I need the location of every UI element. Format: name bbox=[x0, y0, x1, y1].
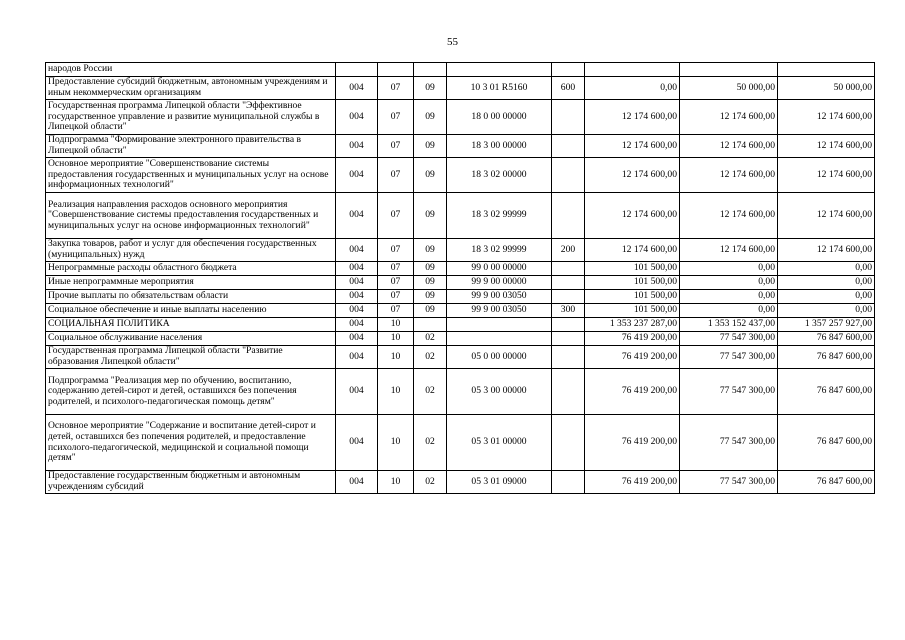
table-row bbox=[46, 63, 875, 77]
item-name: Закупка товаров, работ и услуг для обеспечения государственных (муниципальных) нужд bbox=[46, 239, 336, 262]
section-code: 10 bbox=[378, 346, 414, 369]
amount-year-3: 50 000,00 bbox=[778, 77, 875, 100]
item-name: народов России bbox=[46, 63, 336, 77]
target-item-code bbox=[447, 332, 552, 346]
amount-year-1: 101 500,00 bbox=[585, 276, 680, 290]
expense-type-code bbox=[552, 276, 585, 290]
item-name: Социальное обеспечение и иные выплаты населению bbox=[46, 304, 336, 318]
target-item-code: 05 3 00 00000 bbox=[447, 369, 552, 415]
expense-type-code: 300 bbox=[552, 304, 585, 318]
target-item-code: 18 0 00 00000 bbox=[447, 100, 552, 135]
subsection-code: 09 bbox=[414, 304, 447, 318]
amount-year-2: 1 353 152 437,00 bbox=[680, 318, 778, 332]
ministry-code: 004 bbox=[336, 369, 378, 415]
item-name: Непрограммные расходы областного бюджета bbox=[46, 262, 336, 276]
amount-year-1: 76 419 200,00 bbox=[585, 332, 680, 346]
target-item-code: 10 3 01 R5160 bbox=[447, 77, 552, 100]
amount-year-3: 0,00 bbox=[778, 276, 875, 290]
table-row bbox=[46, 304, 875, 318]
amount-year-1: 101 500,00 bbox=[585, 290, 680, 304]
expense-type-code bbox=[552, 135, 585, 158]
amount-year-2: 12 174 600,00 bbox=[680, 135, 778, 158]
amount-year-3 bbox=[778, 63, 875, 77]
subsection-code: 09 bbox=[414, 290, 447, 304]
table-row bbox=[46, 415, 875, 471]
target-item-code: 18 3 02 99999 bbox=[447, 193, 552, 239]
expense-type-code bbox=[552, 332, 585, 346]
amount-year-2: 77 547 300,00 bbox=[680, 332, 778, 346]
amount-year-1: 0,00 bbox=[585, 77, 680, 100]
item-name: Социальное обслуживание населения bbox=[46, 332, 336, 346]
amount-year-1: 76 419 200,00 bbox=[585, 346, 680, 369]
amount-year-2: 77 547 300,00 bbox=[680, 346, 778, 369]
item-name: Основное мероприятие "Содержание и воспитание детей-сирот и детей, оставшихся без попечения родителей, и предоставление психолого-педагогической, медицинской и социальной помощи детям" bbox=[46, 415, 336, 471]
section-code: 07 bbox=[378, 100, 414, 135]
subsection-code: 09 bbox=[414, 239, 447, 262]
item-name: Прочие выплаты по обязательствам области bbox=[46, 290, 336, 304]
item-name: Подпрограмма "Формирование электронного правительства в Липецкой области" bbox=[46, 135, 336, 158]
amount-year-3: 12 174 600,00 bbox=[778, 135, 875, 158]
section-code: 07 bbox=[378, 77, 414, 100]
amount-year-1: 76 419 200,00 bbox=[585, 471, 680, 494]
target-item-code: 99 9 00 03050 bbox=[447, 290, 552, 304]
section-code: 10 bbox=[378, 415, 414, 471]
expense-type-code bbox=[552, 158, 585, 193]
table-row bbox=[46, 77, 875, 100]
section-code bbox=[378, 63, 414, 77]
expense-type-code: 200 bbox=[552, 239, 585, 262]
amount-year-3: 0,00 bbox=[778, 304, 875, 318]
subsection-code: 02 bbox=[414, 346, 447, 369]
subsection-code: 09 bbox=[414, 193, 447, 239]
amount-year-3: 1 357 257 927,00 bbox=[778, 318, 875, 332]
amount-year-2: 12 174 600,00 bbox=[680, 239, 778, 262]
amount-year-2: 0,00 bbox=[680, 290, 778, 304]
subsection-code: 02 bbox=[414, 332, 447, 346]
amount-year-1: 1 353 237 287,00 bbox=[585, 318, 680, 332]
ministry-code: 004 bbox=[336, 262, 378, 276]
amount-year-2: 77 547 300,00 bbox=[680, 369, 778, 415]
item-name: Предоставление государственным бюджетным и автономным учреждениям субсидий bbox=[46, 471, 336, 494]
ministry-code: 004 bbox=[336, 100, 378, 135]
target-item-code: 05 3 01 00000 bbox=[447, 415, 552, 471]
subsection-code: 09 bbox=[414, 262, 447, 276]
subsection-code: 02 bbox=[414, 415, 447, 471]
item-name: Подпрограмма "Реализация мер по обучению, воспитанию, содержанию детей-сирот и детей, оставшихся без попечения родителей, и психолого-педагогическая помощь детям" bbox=[46, 369, 336, 415]
target-item-code: 18 3 00 00000 bbox=[447, 135, 552, 158]
target-item-code: 05 3 01 09000 bbox=[447, 471, 552, 494]
expense-type-code bbox=[552, 262, 585, 276]
budget-table bbox=[45, 62, 875, 494]
amount-year-3: 0,00 bbox=[778, 290, 875, 304]
subsection-code: 09 bbox=[414, 77, 447, 100]
amount-year-1: 101 500,00 bbox=[585, 304, 680, 318]
expense-type-code bbox=[552, 100, 585, 135]
amount-year-3: 76 847 600,00 bbox=[778, 369, 875, 415]
subsection-code: 09 bbox=[414, 276, 447, 290]
ministry-code: 004 bbox=[336, 318, 378, 332]
ministry-code: 004 bbox=[336, 346, 378, 369]
amount-year-1: 76 419 200,00 bbox=[585, 415, 680, 471]
section-code: 10 bbox=[378, 318, 414, 332]
table-row bbox=[46, 290, 875, 304]
ministry-code: 004 bbox=[336, 77, 378, 100]
amount-year-3: 12 174 600,00 bbox=[778, 100, 875, 135]
item-name: Государственная программа Липецкой области "Развитие образования Липецкой области" bbox=[46, 346, 336, 369]
target-item-code: 99 0 00 00000 bbox=[447, 262, 552, 276]
amount-year-3: 76 847 600,00 bbox=[778, 415, 875, 471]
subsection-code bbox=[414, 318, 447, 332]
target-item-code: 99 9 00 00000 bbox=[447, 276, 552, 290]
amount-year-2: 12 174 600,00 bbox=[680, 193, 778, 239]
amount-year-3: 76 847 600,00 bbox=[778, 471, 875, 494]
expense-type-code: 600 bbox=[552, 77, 585, 100]
amount-year-3: 0,00 bbox=[778, 262, 875, 276]
amount-year-1: 101 500,00 bbox=[585, 262, 680, 276]
ministry-code: 004 bbox=[336, 135, 378, 158]
amount-year-3: 76 847 600,00 bbox=[778, 346, 875, 369]
amount-year-2: 0,00 bbox=[680, 304, 778, 318]
subsection-code: 02 bbox=[414, 369, 447, 415]
item-name: Предоставление субсидий бюджетным, автономным учреждениям и иным некоммерческим организациям bbox=[46, 77, 336, 100]
expense-type-code bbox=[552, 369, 585, 415]
amount-year-1: 76 419 200,00 bbox=[585, 369, 680, 415]
ministry-code: 004 bbox=[336, 290, 378, 304]
target-item-code: 18 3 02 99999 bbox=[447, 239, 552, 262]
subsection-code bbox=[414, 63, 447, 77]
table-row bbox=[46, 135, 875, 158]
section-code: 07 bbox=[378, 290, 414, 304]
amount-year-1: 12 174 600,00 bbox=[585, 100, 680, 135]
section-code: 10 bbox=[378, 369, 414, 415]
item-name: Реализация направления расходов основного мероприятия "Совершенствование системы предоставления государственных и муниципальных услуг на основе информационных технологий" bbox=[46, 193, 336, 239]
table-row bbox=[46, 318, 875, 332]
ministry-code: 004 bbox=[336, 158, 378, 193]
ministry-code: 004 bbox=[336, 415, 378, 471]
amount-year-3: 12 174 600,00 bbox=[778, 239, 875, 262]
table-row bbox=[46, 276, 875, 290]
section-code: 07 bbox=[378, 135, 414, 158]
target-item-code: 99 9 00 03050 bbox=[447, 304, 552, 318]
ministry-code: 004 bbox=[336, 239, 378, 262]
table-row bbox=[46, 369, 875, 415]
subsection-code: 09 bbox=[414, 158, 447, 193]
section-code: 07 bbox=[378, 239, 414, 262]
amount-year-2 bbox=[680, 63, 778, 77]
expense-type-code bbox=[552, 318, 585, 332]
amount-year-2: 12 174 600,00 bbox=[680, 158, 778, 193]
amount-year-3: 12 174 600,00 bbox=[778, 158, 875, 193]
amount-year-1: 12 174 600,00 bbox=[585, 158, 680, 193]
table-row bbox=[46, 158, 875, 193]
target-item-code: 18 3 02 00000 bbox=[447, 158, 552, 193]
amount-year-1: 12 174 600,00 bbox=[585, 135, 680, 158]
item-name: СОЦИАЛЬНАЯ ПОЛИТИКА bbox=[46, 318, 336, 332]
table-row bbox=[46, 193, 875, 239]
amount-year-1: 12 174 600,00 bbox=[585, 193, 680, 239]
table-row bbox=[46, 332, 875, 346]
amount-year-3: 12 174 600,00 bbox=[778, 193, 875, 239]
expense-type-code bbox=[552, 346, 585, 369]
ministry-code: 004 bbox=[336, 276, 378, 290]
item-name: Государственная программа Липецкой области "Эффективное государственное управление и развитие муниципальной службы в Липецкой области" bbox=[46, 100, 336, 135]
target-item-code bbox=[447, 318, 552, 332]
table-row bbox=[46, 100, 875, 135]
amount-year-2: 0,00 bbox=[680, 276, 778, 290]
ministry-code bbox=[336, 63, 378, 77]
expense-type-code bbox=[552, 415, 585, 471]
table-row bbox=[46, 239, 875, 262]
section-code: 10 bbox=[378, 471, 414, 494]
amount-year-2: 0,00 bbox=[680, 262, 778, 276]
expense-type-code bbox=[552, 193, 585, 239]
ministry-code: 004 bbox=[336, 332, 378, 346]
target-item-code: 05 0 00 00000 bbox=[447, 346, 552, 369]
subsection-code: 02 bbox=[414, 471, 447, 494]
amount-year-2: 77 547 300,00 bbox=[680, 471, 778, 494]
section-code: 10 bbox=[378, 332, 414, 346]
table-row bbox=[46, 262, 875, 276]
ministry-code: 004 bbox=[336, 304, 378, 318]
amount-year-2: 50 000,00 bbox=[680, 77, 778, 100]
ministry-code: 004 bbox=[336, 193, 378, 239]
amount-year-2: 12 174 600,00 bbox=[680, 100, 778, 135]
expense-type-code bbox=[552, 63, 585, 77]
expense-type-code bbox=[552, 290, 585, 304]
item-name: Иные непрограммные мероприятия bbox=[46, 276, 336, 290]
section-code: 07 bbox=[378, 262, 414, 276]
item-name: Основное мероприятие "Совершенствование системы предоставления государственных и муниципальных услуг на основе информационных технологий" bbox=[46, 158, 336, 193]
subsection-code: 09 bbox=[414, 100, 447, 135]
target-item-code bbox=[447, 63, 552, 77]
amount-year-2: 77 547 300,00 bbox=[680, 415, 778, 471]
section-code: 07 bbox=[378, 158, 414, 193]
section-code: 07 bbox=[378, 276, 414, 290]
section-code: 07 bbox=[378, 304, 414, 318]
subsection-code: 09 bbox=[414, 135, 447, 158]
amount-year-3: 76 847 600,00 bbox=[778, 332, 875, 346]
section-code: 07 bbox=[378, 193, 414, 239]
amount-year-1 bbox=[585, 63, 680, 77]
ministry-code: 004 bbox=[336, 471, 378, 494]
amount-year-1: 12 174 600,00 bbox=[585, 239, 680, 262]
expense-type-code bbox=[552, 471, 585, 494]
page-number: 55 bbox=[447, 36, 458, 48]
table-row bbox=[46, 471, 875, 494]
table-row bbox=[46, 346, 875, 369]
